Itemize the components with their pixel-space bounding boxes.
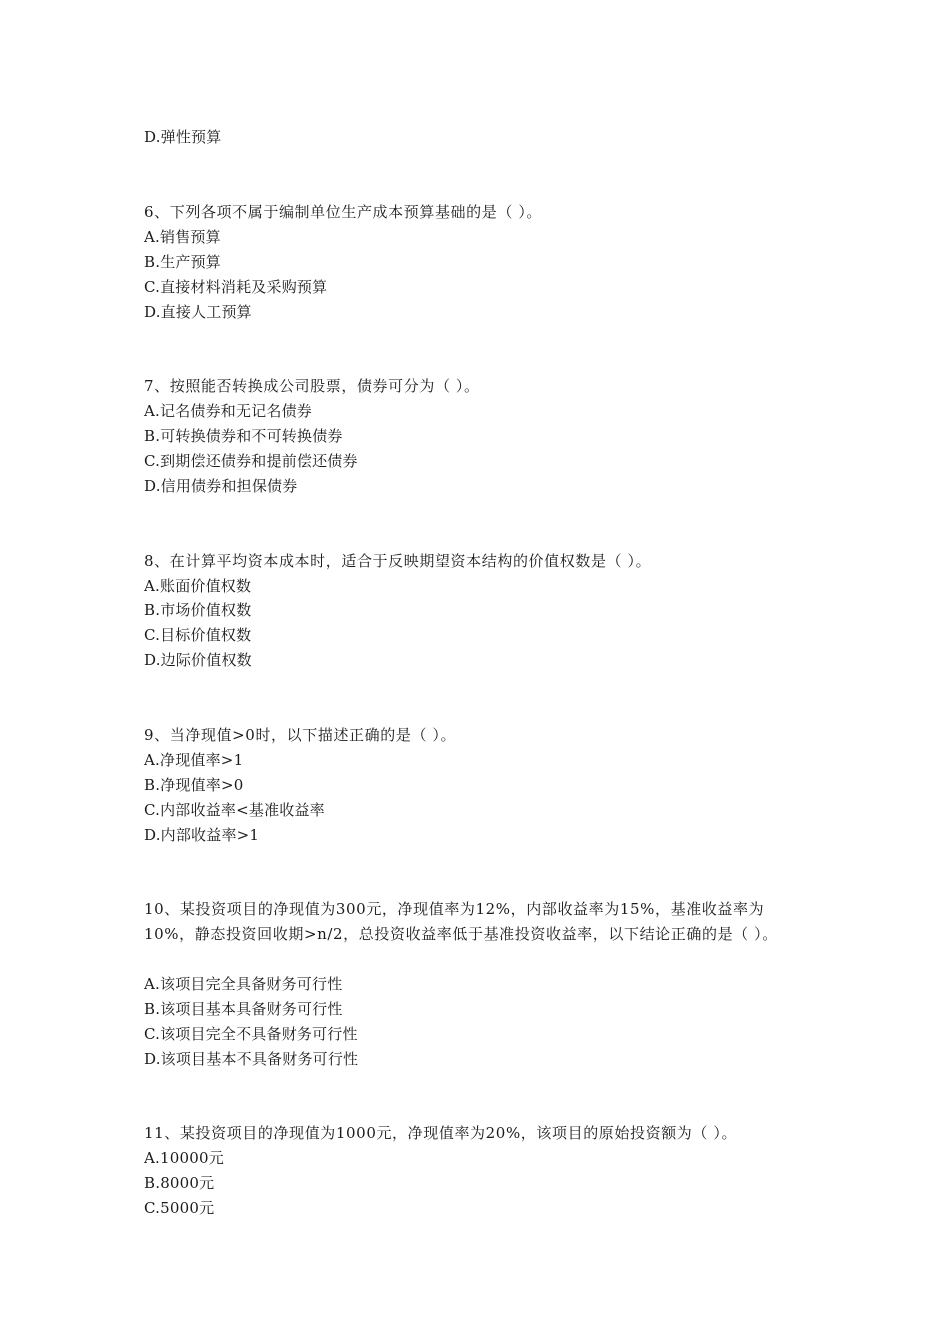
q6-option-c: C.直接材料消耗及采购预算 [144,278,328,296]
q11-option-c: C.5000元 [144,1199,215,1217]
q9-question: 9、当净现值>0时，以下描述正确的是（ ）。 [144,726,457,744]
q11-question: 11、某投资项目的净现值为1000元，净现值率为20%，该项目的原始投资额为（ ）。 [144,1124,738,1142]
q7-question: 7、按照能否转换成公司股票，债券可分为（ ）。 [144,377,480,395]
q11-option-a: A.10000元 [144,1149,224,1167]
q6-question: 6、下列各项不属于编制单位生产成本预算基础的是（ ）。 [144,203,543,221]
q9-option-c: C.内部收益率<基准收益率 [144,801,325,819]
q10-option-d: D.该项目基本不具备财务可行性 [144,1050,359,1068]
q7-option-c: C.到期偿还债券和提前偿还债券 [144,452,358,470]
q8-option-a: A.账面价值权数 [144,577,252,595]
q7-option-d: D.信用债券和担保债券 [144,477,298,495]
q7-option-a: A.记名债券和无记名债券 [144,402,313,420]
q5-option-d: D.弹性预算 [144,128,222,146]
q7-option-b: B.可转换债券和不可转换债券 [144,427,343,445]
q11-option-b: B.8000元 [144,1174,215,1192]
q8-option-d: D.边际价值权数 [144,651,252,669]
q10-question-line-2: 10%，静态投资回收期>n/2，总投资收益率低于基准投资收益率，以下结论正确的是（ ）。 [144,925,778,943]
q10-option-a: A.该项目完全具备财务可行性 [144,975,343,993]
q8-question: 8、在计算平均资本成本时，适合于反映期望资本结构的价值权数是（ ）。 [144,552,652,570]
q9-option-d: D.内部收益率>1 [144,826,260,844]
q9-option-a: A.净现值率>1 [144,751,244,769]
q10-option-b: B.该项目基本具备财务可行性 [144,1000,343,1018]
q8-option-b: B.市场价值权数 [144,601,252,619]
q10-option-c: C.该项目完全不具备财务可行性 [144,1025,358,1043]
q8-option-c: C.目标价值权数 [144,626,252,644]
q6-option-a: A.销售预算 [144,228,221,246]
q10-question-line-1: 10、某投资项目的净现值为300元，净现值率为12%，内部收益率为15%，基准收益率为 [144,900,765,918]
q9-option-b: B.净现值率>0 [144,776,244,794]
q6-option-d: D.直接人工预算 [144,303,252,321]
q6-option-b: B.生产预算 [144,253,221,271]
